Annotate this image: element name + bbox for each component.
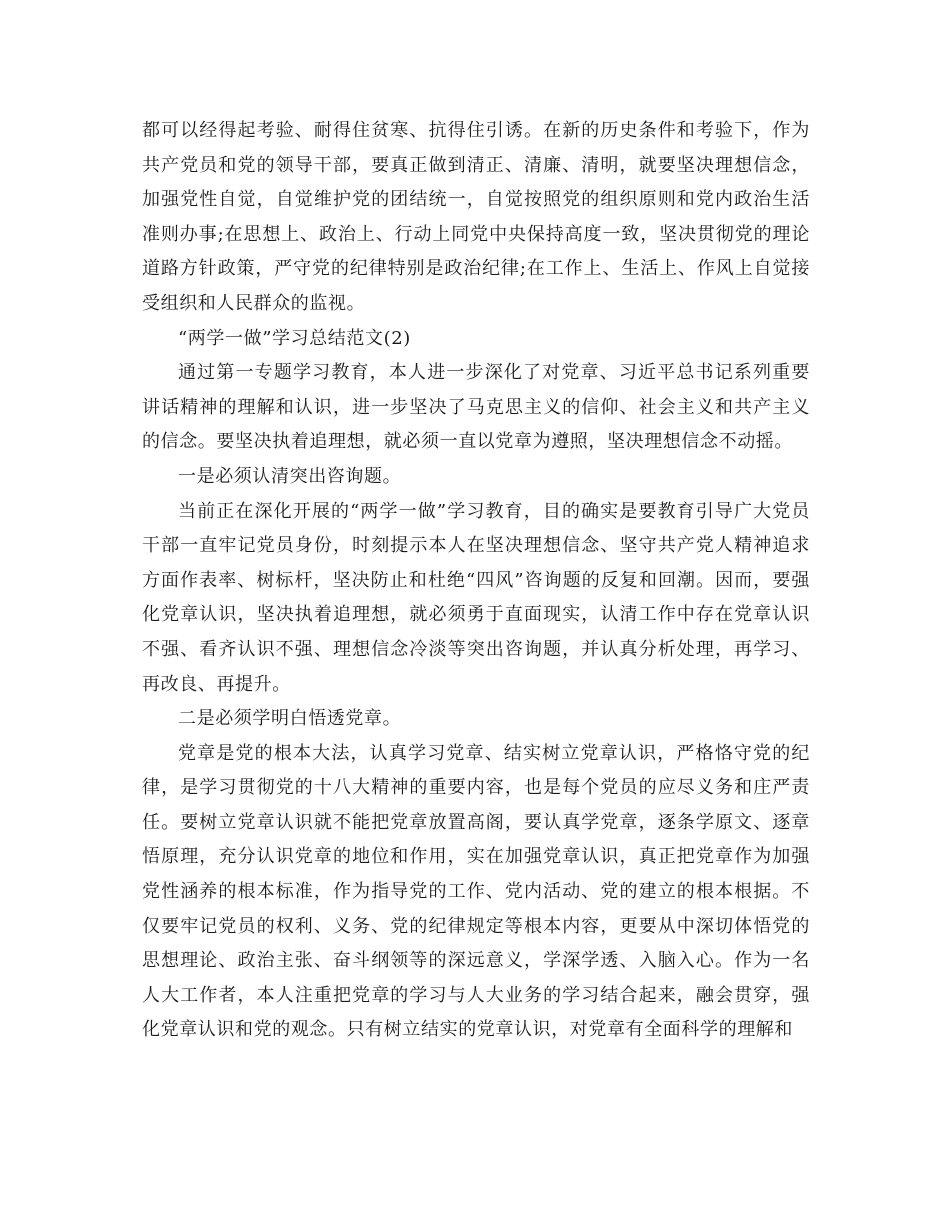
paragraph-point-2: 党章是党的根本大法，认真学习党章、结实树立党章认识，严格恪守党的纪律，是学习贯彻党的十八大精神的重要内容，也是每个党员的应尽义务和庄严责任。要树立党章认识就不能把党章放置高阁，要认真学党章，逐条学原文、逐章悟原理，充分认识党章的地位和作用，实在加强党章认识，真正把党章作为加强党性涵养的根本标准，作为指导党的工作、党内活动、党的建立的根本根据。不仅要牢记党员的权利、义务、党的纪律规定等根本内容，更要从中深切体悟党的思想理论、政治主张、奋斗纲领等的深远意义，学深学透、入脑入心。作为一名人大工作者，本人注重把党章的学习与人大业务的学习结合起来，融会贯穿，强化党章认识和党的观念。只有树立结实的党章认识，对党章有全面科学的理解和 xyxy=(142,742,810,1041)
point-heading-2: 二是必须学明白悟透党章。 xyxy=(178,708,402,730)
paragraph-continuation: 都可以经得起考验、耐得住贫寒、抗得住引诱。在新的历史条件和考验下，作为共产党员和党的领导干部，要真正做到清正、清廉、清明，就要坚决理想信念，加强党性自觉，自觉维护党的团结统一，自觉按照党的组织原则和党内政治生活准则办事;在思想上、政治上、行动上同党中央保持高度一致，坚决贯彻党的理论道路方针政策，严守党的纪律特别是政治纪律;在工作上、生活上、作风上自觉接受组织和人民群众的监视。 xyxy=(142,120,810,314)
point-heading-1: 一是必须认清突出咨询题。 xyxy=(178,465,402,487)
paragraph-point-1: 当前正在深化开展的“两学一做”学习教育，目的确实是要教育引导广大党员干部一直牢记党员身份，时刻提示本人在坚决理想信念、坚守共产党人精神追求方面作表率、树标杆，坚决防止和杜绝“四风”咨询题的反复和回潮。因而，要强化党章认识，坚决执着追理想，就必须勇于直面现实，认清工作中存在党章认识不强、看齐认识不强、理想信念冷淡等突出咨询题，并认真分析处理，再学习、再改良、再提升。 xyxy=(142,500,810,695)
paragraph-intro: 通过第一专题学习教育，本人进一步深化了对党章、习近平总书记系列重要讲话精神的理解和认识，进一步坚决了马克思主义的信仰、社会主义和共产主义的信念。要坚决执着追理想，就必须一直以党章为遵照，坚决理想信念不动摇。 xyxy=(142,362,810,453)
section-heading: “两学一做”学习总结范文(2) xyxy=(178,327,411,349)
document-body xyxy=(142,114,810,1048)
